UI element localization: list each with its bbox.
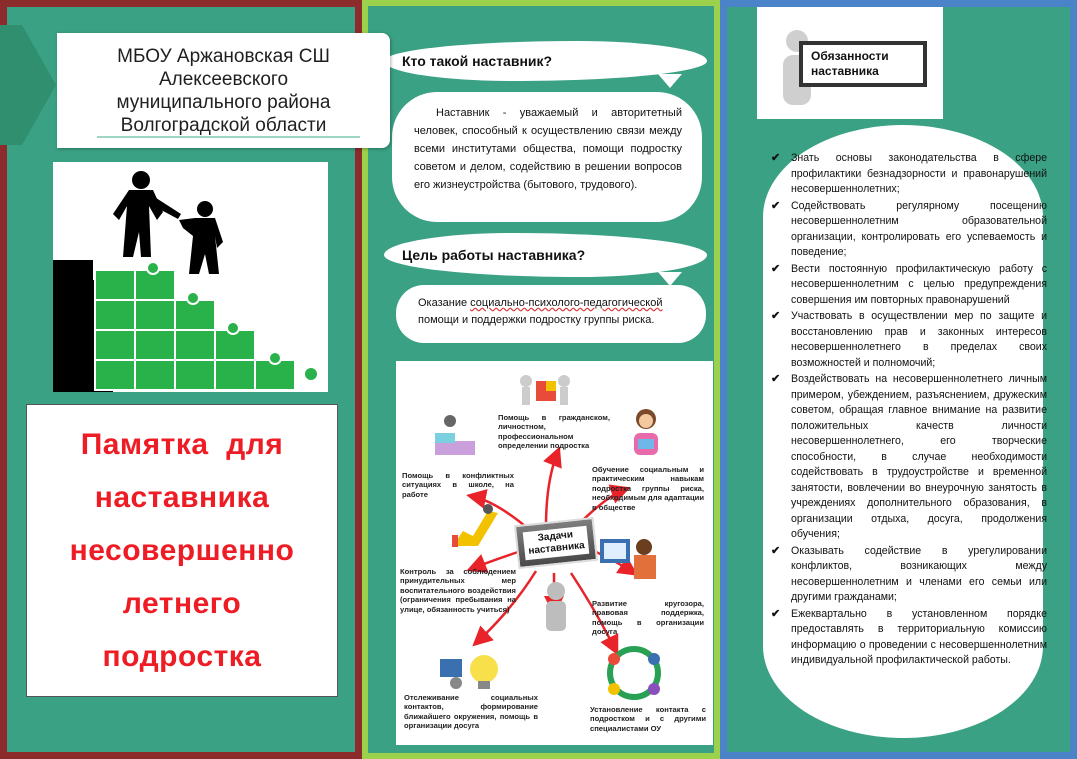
answer-who-is-mentor xyxy=(392,92,702,222)
speech-tail xyxy=(658,74,682,88)
checkmark-icon: ✔ xyxy=(771,152,781,164)
center-line: Задачи xyxy=(537,529,574,544)
task-control-measures: Контроль за соблюдением принудительных мер воспитательного воздействия (ограничения пребывания на улице, обязанность учиться) xyxy=(400,567,516,614)
answer-mentor-goal xyxy=(396,285,706,343)
duty-text: Оказывать содействие в урегулировании конфликтов, возникающих между несовершеннолетним и членами его семьи или другими гражданами; xyxy=(791,544,1047,603)
center-sign-text xyxy=(522,526,589,561)
checkmark-icon: ✔ xyxy=(771,262,781,275)
growth-chart-icon xyxy=(448,501,504,551)
speech-tail xyxy=(658,272,682,286)
title-line: несовершенно xyxy=(69,534,295,567)
checkmark-icon: ✔ xyxy=(771,544,781,557)
question-mentor-goal: Цель работы наставника? xyxy=(384,233,707,277)
confused-person-icon xyxy=(430,411,480,461)
checkmark-icon: ✔ xyxy=(771,199,781,212)
school-line: муниципального района xyxy=(116,91,331,113)
left-panel xyxy=(0,0,362,759)
title-line: наставника xyxy=(94,481,270,514)
school-line: МБОУ Аржановская СШ xyxy=(117,45,330,67)
duty-text: Воздействовать на несовершеннолетнего личным примером, убеждением, разъяснением, дружеским советом, обращая главное внимание на развитие положительных качеств личности несовершеннолетнего, его творческие способности, в случае необходимости содействовать в трудоустройстве и временной занятости, вовлечении во внеурочную занятость в учреждениях дополнительного образования, в организации отдыха, досуга, продолжения обучения; xyxy=(791,373,1047,540)
list-item xyxy=(771,607,1047,669)
duties-header-image xyxy=(757,7,943,119)
mentor-helping-hand-image xyxy=(53,162,328,392)
right-panel xyxy=(720,0,1077,759)
center-line: наставника xyxy=(527,540,586,557)
task-conflict-help: Помощь в конфликтных ситуациях в школе, на работе xyxy=(402,471,514,499)
team-circle-icon xyxy=(594,643,674,703)
task-horizon-development: Развитие кругозора, правовая поддержка, помощь в организации досуга xyxy=(592,599,704,637)
question-who-is-mentor: Кто такой наставник? xyxy=(384,41,707,81)
duties-list xyxy=(771,151,1047,670)
list-item xyxy=(771,151,1047,198)
task-civic-support: Помощь в гражданском, личностном, профессиональном определении подростка xyxy=(498,413,610,451)
list-item xyxy=(771,309,1047,371)
mentor-tasks-diagram xyxy=(396,361,713,745)
middle-panel xyxy=(362,0,720,759)
school-line: Алексеевского xyxy=(158,68,289,90)
list-item xyxy=(771,372,1047,543)
puzzle-people-icon xyxy=(514,369,574,413)
arrow-tab-icon xyxy=(0,25,60,145)
answer-text-underlined: социально-психолого-педагогической xyxy=(470,297,663,309)
title-line: летнего xyxy=(122,587,242,620)
duty-text: Знать основы законодательства в сфере профилактики безнадзорности и правонарушений несовершеннолетних; xyxy=(791,152,1047,195)
task-social-skills: Обучение социальным и практическим навыкам подростка группы риска, необходимым для адаптации в обществе xyxy=(592,465,704,512)
duties-sign xyxy=(799,41,927,87)
task-establish-contact: Установление контакта с подростком и с другими специалистами ОУ xyxy=(590,705,706,733)
answer-text: Оказание xyxy=(418,297,471,309)
task-social-contacts: Отслеживание социальных контактов, формирование ближайшего окружения, помощь в организации досуга xyxy=(404,693,538,731)
school-line: Волгоградской области xyxy=(120,114,327,136)
title-line: подростка xyxy=(102,640,262,673)
divider xyxy=(97,136,360,138)
sign-line: наставника xyxy=(811,64,879,78)
duty-text: Вести постоянную профилактическую работу с несовершеннолетним с целью предупреждения совершения им повторных правонарушений xyxy=(791,262,1047,306)
lightbulb-idea-icon xyxy=(434,639,514,699)
answer-text: помощи и поддержки подростку группы риска. xyxy=(418,314,655,326)
tasks-center-sign xyxy=(514,517,598,569)
list-item xyxy=(771,262,1047,309)
answer-text: Наставник - уважаемый и авторитетный человек, способный к осуществлению связи между всеми институтами общества, помощи подростку советом и делом, содействию в решении вопросов его жизнеустройства (бытового, трудового). xyxy=(414,107,682,191)
checkmark-icon: ✔ xyxy=(771,607,781,620)
list-item xyxy=(771,199,1047,261)
title-line: Памятка для xyxy=(80,428,284,461)
memo-title xyxy=(26,404,338,697)
duty-text: Содействовать регулярному посещению несовершеннолетним образовательной организации, контролировать его успеваемость и поведение; xyxy=(791,199,1047,258)
checkmark-icon: ✔ xyxy=(771,373,781,385)
sign-line: Обязанности xyxy=(811,49,889,63)
computer-user-icon xyxy=(596,531,666,587)
duty-text: Ежеквартально в установленном порядке предоставлять в территориальную комиссию информацию о проведении с несовершеннолетним индивидуальной профилактической работы. xyxy=(791,607,1047,666)
list-item xyxy=(771,544,1047,606)
reading-girl-icon xyxy=(626,405,666,461)
school-name-box xyxy=(57,33,390,148)
duty-text: Участвовать в осуществлении мер по защите и восстановлению прав и законных интересов несовершеннолетнего в пределах своих возможностей и полномочий; xyxy=(791,310,1047,369)
checkmark-icon: ✔ xyxy=(771,310,781,322)
